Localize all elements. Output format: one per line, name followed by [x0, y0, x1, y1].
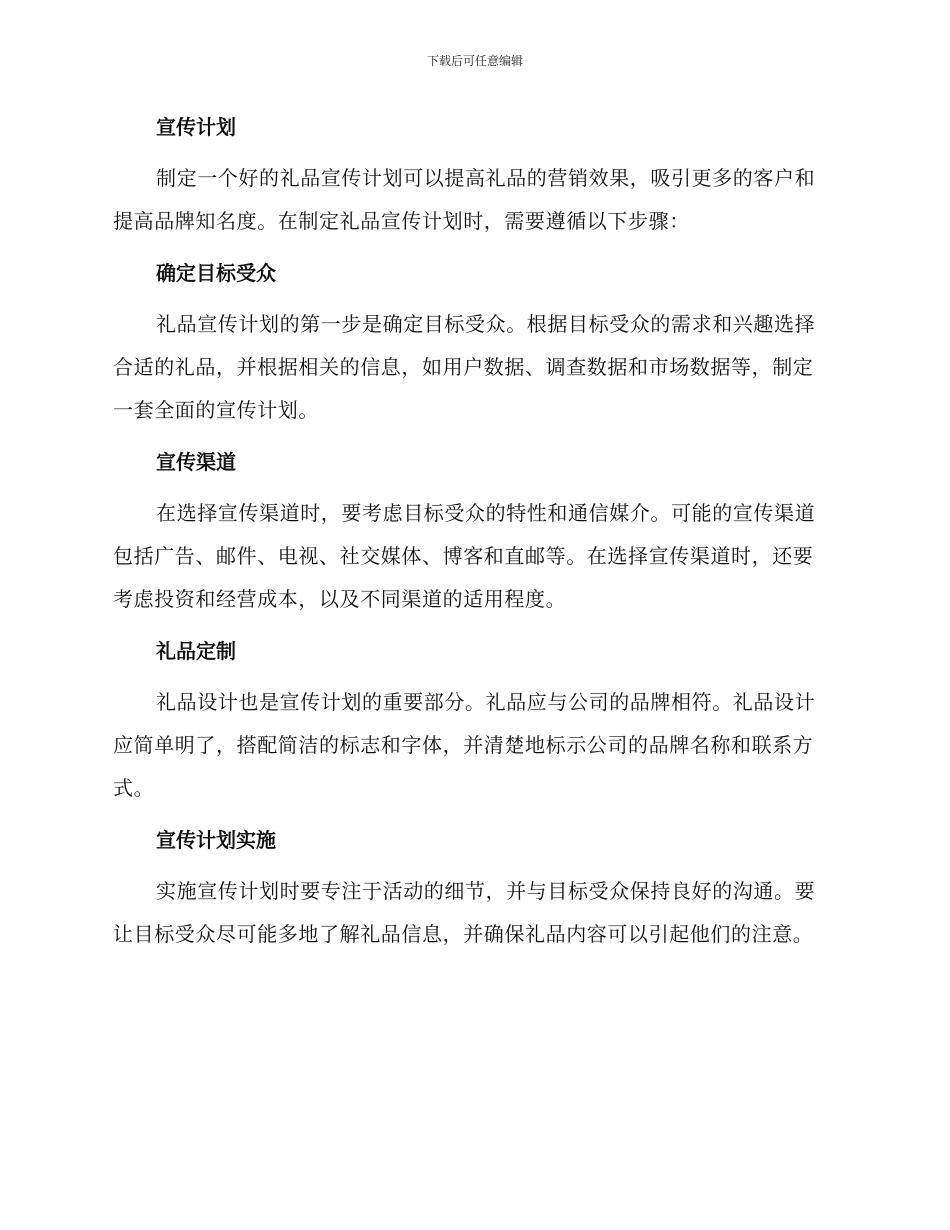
section-paragraph-publicity-plan: 制定一个好的礼品宣传计划可以提高礼品的营销效果，吸引更多的客户和提高品牌知名度。在制定礼品宣传计划时，需要遵循以下步骤：: [113, 166, 816, 233]
page-header: 下载后可任意编辑: [426, 54, 523, 68]
section-paragraph-implementation: 实施宣传计划时要专注于活动的细节，并与目标受众保持良好的沟通。要让目标受众尽可能多地了解礼品信息，并确保礼品内容可以引起他们的注意。: [113, 879, 816, 946]
section-heading-channels: 宣传渠道: [156, 450, 236, 474]
section-heading-target-audience: 确定目标受众: [156, 261, 276, 285]
section-heading-publicity-plan: 宣传计划: [156, 115, 236, 139]
section-heading-implementation: 宣传计划实施: [156, 828, 276, 852]
document-body: [113, 106, 833, 965]
section-paragraph-channels: 在选择宣传渠道时，要考虑目标受众的特性和通信媒介。可能的宣传渠道包括广告、邮件、电视、社交媒体、博客和直邮等。在选择宣传渠道时，还要考虑投资和经营成本，以及不同渠道的适用程度。: [113, 501, 816, 611]
section-paragraph-target-audience: 礼品宣传计划的第一步是确定目标受众。根据目标受众的需求和兴趣选择合适的礼品，并根据相关的信息，如用户数据、调查数据和市场数据等，制定一套全面的宣传计划。: [113, 312, 816, 422]
section-heading-gift-customization: 礼品定制: [156, 639, 236, 663]
section-paragraph-gift-customization: 礼品设计也是宣传计划的重要部分。礼品应与公司的品牌相符。礼品设计应简单明了，搭配简洁的标志和字体，并清楚地标示公司的品牌名称和联系方式。: [113, 690, 816, 800]
